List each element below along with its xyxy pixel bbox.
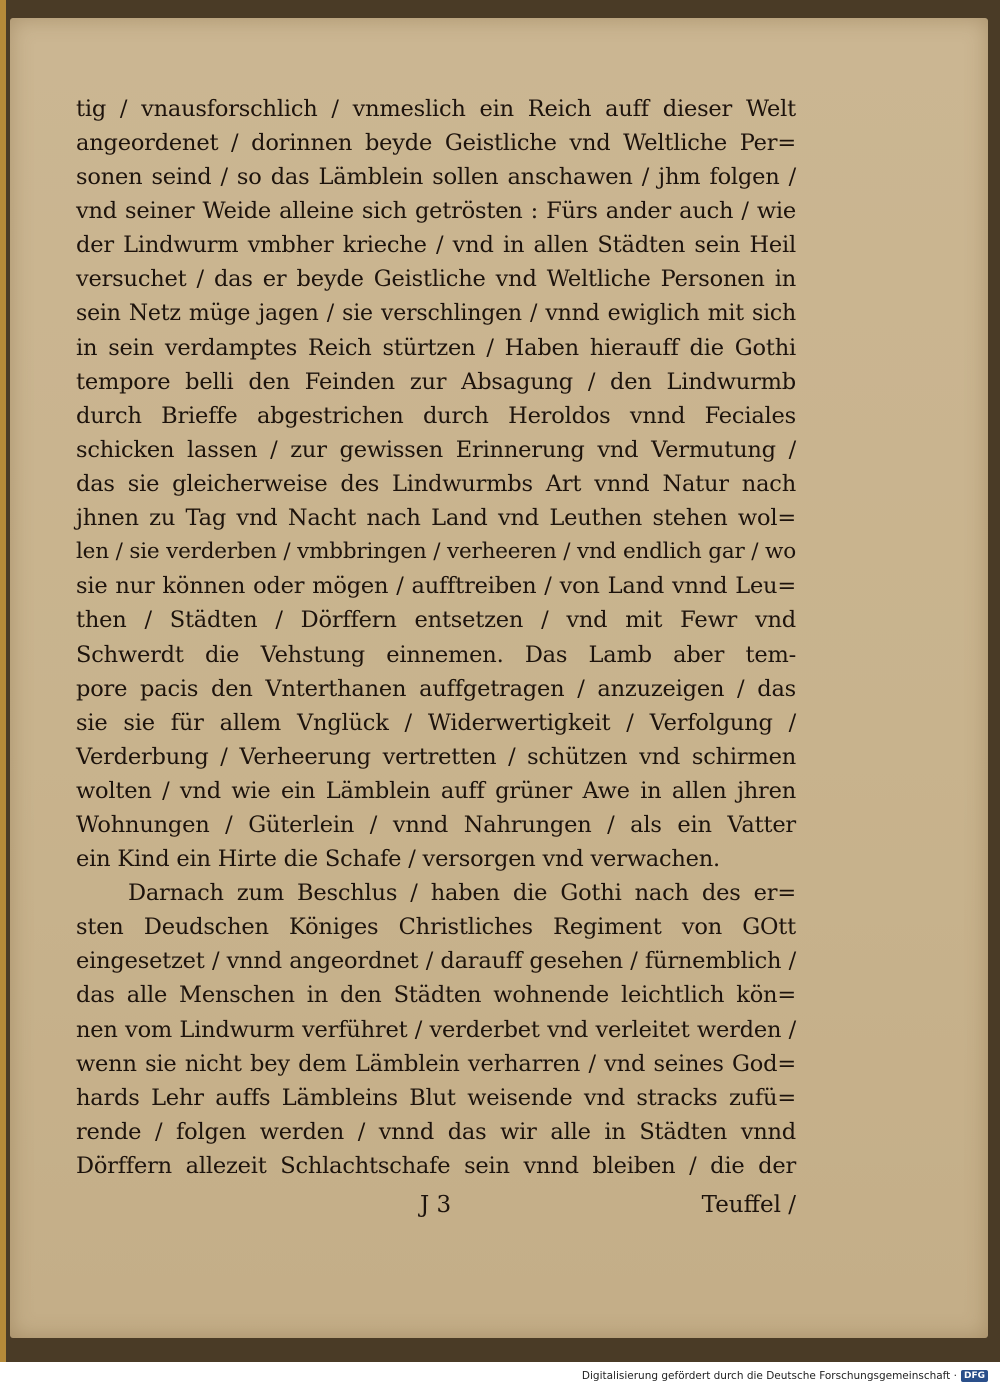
text-line: Dörffern allezeit Schlachtschafe sein vnnd bleiben / die der — [76, 1152, 796, 1179]
text-line: len / sie verderben / vmbbringen / verheeren / vnd endlich gar / wo — [76, 539, 796, 565]
book-page — [10, 18, 988, 1338]
text-line: Verderbung / Verheerung vertretten / schützen vnd schirmen — [76, 743, 796, 770]
page-footer — [76, 1188, 796, 1222]
text-line: sie nur können oder mögen / aufftreiben / von Land vnnd Leu= — [76, 573, 796, 600]
text-line: schicken lassen / zur gewissen Erinnerung vnd Vermutung / — [76, 436, 796, 463]
text-line: tempore belli den Feinden zur Absagung / den Lindwurmb — [76, 368, 796, 395]
text-line: das alle Menschen in den Städten wohnende leichtlich kön= — [76, 982, 796, 1009]
text-line: Schwerdt die Vehstung einnemen. Das Lamb aber tem- — [76, 641, 796, 668]
catchword: Teuffel / — [701, 1192, 796, 1218]
text-line: das sie gleicherweise des Lindwurmbs Art vnnd Natur nach — [76, 471, 796, 498]
text-line: pore pacis den Vnterthanen auffgetragen / anzuzeigen / das — [76, 675, 796, 702]
text-line: eingesetzet / vnnd angeordnet / darauff gesehen / fürnemblich / — [76, 948, 796, 975]
dfg-logo: DFG — [961, 1370, 988, 1382]
text-line: Wohnungen / Güterlein / vnnd Nahrungen / als ein Vatter — [76, 811, 796, 838]
text-line: jhnen zu Tag vnd Nacht nach Land vnd Leuthen stehen wol= — [76, 505, 796, 532]
text-line: durch Brieffe abgestrichen durch Heroldos vnnd Feciales — [76, 402, 796, 429]
credit-text: Digitalisierung gefördert durch die Deutsche Forschungsgemeinschaft · — [581, 1370, 957, 1382]
text-line: vnd seiner Weide alleine sich getrösten : Fürs ander auch / wie — [76, 198, 796, 225]
book-spine-edge — [0, 0, 6, 1362]
text-line: der Lindwurm vmbher krieche / vnd in allen Städten sein Heil — [76, 232, 796, 259]
paragraph-start-line: Darnach zum Beschlus / haben die Gothi nach des er= — [128, 880, 796, 907]
text-line: versuchet / das er beyde Geistliche vnd Weltliche Personen in — [76, 266, 796, 293]
text-line: tig / vnausforschlich / vnmeslich ein Reich auff dieser Welt — [76, 96, 796, 122]
text-line: sten Deudschen Königes Christliches Regiment von GOtt — [76, 914, 796, 941]
text-line: wenn sie nicht bey dem Lämblein verharren / vnd seines God= — [76, 1050, 796, 1077]
signature-mark: J 3 — [420, 1192, 452, 1218]
text-line: angeordenet / dorinnen beyde Geistliche vnd Weltliche Per= — [76, 130, 796, 157]
digitization-credit — [582, 1368, 988, 1384]
text-line: sein Netz müge jagen / sie verschlingen / vnnd ewiglich mit sich — [76, 300, 796, 326]
text-line: hards Lehr auffs Lämbleins Blut weisende vnd stracks zufü= — [76, 1084, 796, 1111]
text-line: sonen seind / so das Lämblein sollen anschawen / jhm folgen / — [76, 164, 796, 191]
text-line: ein Kind ein Hirte die Schafe / versorgen vnd verwachen. — [76, 846, 721, 873]
text-line: then / Städten / Dörffern entsetzen / vnd mit Fewr vnd — [76, 607, 796, 634]
text-line: rende / folgen werden / vnnd das wir alle in Städten vnnd — [76, 1118, 796, 1145]
text-line: nen vom Lindwurm verführet / verderbet vnd verleitet werden / — [76, 1016, 796, 1043]
text-line: in sein verdamptes Reich stürtzen / Haben hierauff die Gothi — [76, 334, 796, 361]
text-block — [76, 92, 796, 1183]
text-line: sie sie für allem Vnglück / Widerwertigkeit / Verfolgung / — [76, 709, 796, 736]
text-line: wolten / vnd wie ein Lämblein auff grüner Awe in allen jhren — [76, 777, 796, 804]
